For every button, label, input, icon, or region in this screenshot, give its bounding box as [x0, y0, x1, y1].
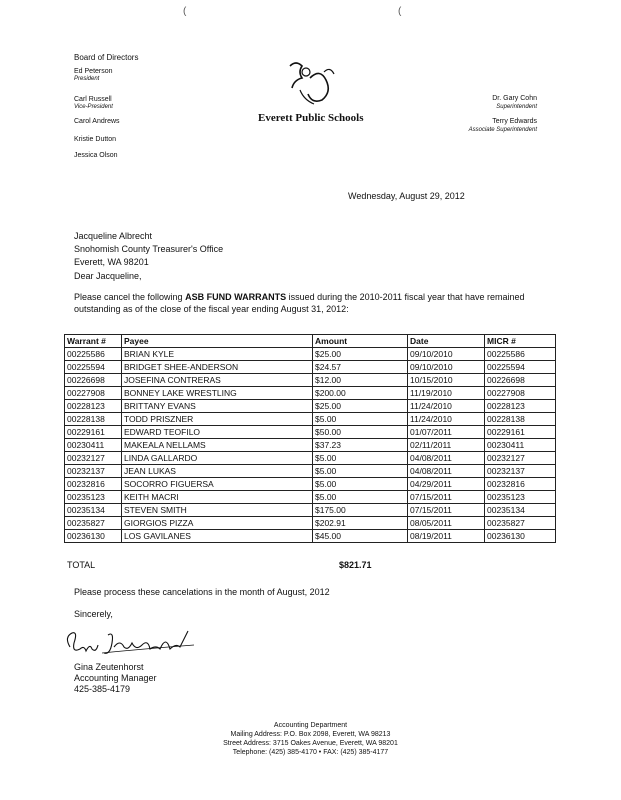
board-member: Ed Peterson President: [74, 68, 113, 82]
payee-cell: BRIDGET SHEE-ANDERSON: [122, 361, 313, 374]
date-cell: 09/10/2010: [408, 348, 485, 361]
payee-cell: KEITH MACRI: [122, 491, 313, 504]
table-row: [65, 530, 556, 543]
board-member: Carl Russell Vice-President: [74, 96, 113, 110]
school-logo-icon: [280, 58, 360, 118]
signer-name: Gina Zeutenhorst: [74, 662, 144, 672]
amount-cell: $5.00: [313, 413, 408, 426]
warrant-cell: 00227908: [65, 387, 122, 400]
total-value: $821.71: [339, 560, 372, 570]
warrant-cell: 00235123: [65, 491, 122, 504]
micr-cell: 00226698: [485, 374, 556, 387]
warrant-cell: 00232127: [65, 452, 122, 465]
board-member: Jessica Olson: [74, 152, 118, 159]
process-note: Please process these cancelations in the month of August, 2012: [74, 587, 330, 597]
amount-cell: $50.00: [313, 426, 408, 439]
warrant-cell: 00225586: [65, 348, 122, 361]
amount-cell: $5.00: [313, 478, 408, 491]
signer-title: Accounting Manager: [74, 673, 157, 683]
micr-cell: 00235134: [485, 504, 556, 517]
amount-cell: $5.00: [313, 452, 408, 465]
amount-cell: $202.91: [313, 517, 408, 530]
micr-cell: 00235123: [485, 491, 556, 504]
handwritten-signature: [62, 625, 202, 665]
closing: Sincerely,: [74, 609, 113, 619]
footer-mailing: Mailing Address: P.O. Box 2098, Everett, WA 98213: [230, 731, 391, 738]
warrant-cell: 00232816: [65, 478, 122, 491]
table-header-row: [65, 335, 556, 348]
table-row: [65, 439, 556, 452]
micr-cell: 00232137: [485, 465, 556, 478]
table-row: [65, 374, 556, 387]
amount-cell: $24.57: [313, 361, 408, 374]
table-row: [65, 452, 556, 465]
date-cell: 02/11/2011: [408, 439, 485, 452]
date-cell: 08/05/2011: [408, 517, 485, 530]
letter-date: Wednesday, August 29, 2012: [348, 191, 465, 201]
table-row: [65, 491, 556, 504]
amount-cell: $37.23: [313, 439, 408, 452]
payee-cell: MAKEALA NELLAMS: [122, 439, 313, 452]
warrant-cell: 00229161: [65, 426, 122, 439]
board-member: Carol Andrews: [74, 118, 120, 125]
associate-superintendent: Terry Edwards Associate Superintendent: [468, 118, 537, 133]
amount-cell: $5.00: [313, 491, 408, 504]
date-cell: 09/10/2010: [408, 361, 485, 374]
payee-cell: STEVEN SMITH: [122, 504, 313, 517]
recipient-city: Everett, WA 98201: [74, 257, 149, 267]
date-cell: 04/08/2011: [408, 452, 485, 465]
micr-cell: 00225586: [485, 348, 556, 361]
warrant-cell: 00236130: [65, 530, 122, 543]
payee-cell: LOS GAVILANES: [122, 530, 313, 543]
payee-cell: BRIAN KYLE: [122, 348, 313, 361]
micr-cell: 00225594: [485, 361, 556, 374]
table-row: [65, 478, 556, 491]
amount-cell: $12.00: [313, 374, 408, 387]
micr-cell: 00230411: [485, 439, 556, 452]
school-name: Everett Public Schools: [258, 112, 364, 124]
amount-cell: $45.00: [313, 530, 408, 543]
amount-cell: $25.00: [313, 400, 408, 413]
micr-cell: 00232127: [485, 452, 556, 465]
warrant-cell: 00225594: [65, 361, 122, 374]
warrant-cell: 00232137: [65, 465, 122, 478]
scan-mark-left: (: [183, 6, 187, 17]
warrant-cell: 00226698: [65, 374, 122, 387]
amount-cell: $175.00: [313, 504, 408, 517]
footer-street: Street Address: 3715 Oakes Avenue, Everett, WA 98201: [223, 740, 398, 747]
amount-cell: $25.00: [313, 348, 408, 361]
superintendent: Dr. Gary Cohn Superintendent: [492, 95, 537, 110]
date-cell: 07/15/2011: [408, 504, 485, 517]
amount-cell: $200.00: [313, 387, 408, 400]
scan-mark-right: (: [398, 6, 402, 17]
warrant-cell: 00228123: [65, 400, 122, 413]
signer-phone: 425-385-4179: [74, 684, 131, 694]
micr-cell: 00232816: [485, 478, 556, 491]
micr-cell: 00228123: [485, 400, 556, 413]
date-cell: 11/19/2010: [408, 387, 485, 400]
warrant-cell: 00235134: [65, 504, 122, 517]
table-row: [65, 426, 556, 439]
board-member: Kristie Dutton: [74, 136, 117, 143]
intro-paragraph: Please cancel the following ASB FUND WARRANTS issued during the 2010-2011 fiscal year that have remained outstanding as of the close of the fiscal year ending August 31, 2012:: [74, 292, 525, 314]
col-payee: Payee: [122, 335, 313, 348]
footer: [0, 721, 621, 757]
fund-name: ASB FUND WARRANTS: [185, 292, 287, 302]
table-row: [65, 517, 556, 530]
recipient-office: Snohomish County Treasurer's Office: [74, 244, 224, 254]
micr-cell: 00228138: [485, 413, 556, 426]
col-micr: MICR #: [485, 335, 556, 348]
date-cell: 10/15/2010: [408, 374, 485, 387]
payee-cell: TODD PRISZNER: [122, 413, 313, 426]
col-date: Date: [408, 335, 485, 348]
payee-cell: JEAN LUKAS: [122, 465, 313, 478]
date-cell: 04/08/2011: [408, 465, 485, 478]
table-row: [65, 400, 556, 413]
board-title: Board of Directors: [74, 53, 139, 62]
payee-cell: EDWARD TEOFILO: [122, 426, 313, 439]
payee-cell: JOSEFINA CONTRERAS: [122, 374, 313, 387]
date-cell: 04/29/2011: [408, 478, 485, 491]
table-row: [65, 387, 556, 400]
payee-cell: BONNEY LAKE WRESTLING: [122, 387, 313, 400]
table-row: [65, 413, 556, 426]
footer-phone: Telephone: (425) 385-4170 • FAX: (425) 385-4177: [232, 749, 389, 756]
table-row: [65, 361, 556, 374]
micr-cell: 00229161: [485, 426, 556, 439]
date-cell: 07/15/2011: [408, 491, 485, 504]
warrants-table: [64, 334, 556, 543]
date-cell: 11/24/2010: [408, 400, 485, 413]
warrant-cell: 00235827: [65, 517, 122, 530]
table-row: [65, 348, 556, 361]
date-cell: 08/19/2011: [408, 530, 485, 543]
warrant-cell: 00228138: [65, 413, 122, 426]
date-cell: 01/07/2011: [408, 426, 485, 439]
col-amount: Amount: [313, 335, 408, 348]
greeting: Dear Jacqueline,: [74, 271, 142, 281]
table-row: [65, 465, 556, 478]
payee-cell: SOCORRO FIGUERSA: [122, 478, 313, 491]
recipient-name: Jacqueline Albrecht: [74, 231, 153, 241]
footer-dept: Accounting Department: [273, 722, 348, 729]
date-cell: 11/24/2010: [408, 413, 485, 426]
signer-block: [74, 662, 157, 695]
table-row: [65, 504, 556, 517]
amount-cell: $5.00: [313, 465, 408, 478]
payee-cell: GIORGIOS PIZZA: [122, 517, 313, 530]
col-warrant: Warrant #: [65, 335, 122, 348]
payee-cell: BRITTANY EVANS: [122, 400, 313, 413]
micr-cell: 00227908: [485, 387, 556, 400]
warrant-cell: 00230411: [65, 439, 122, 452]
payee-cell: LINDA GALLARDO: [122, 452, 313, 465]
micr-cell: 00235827: [485, 517, 556, 530]
micr-cell: 00236130: [485, 530, 556, 543]
total-label: TOTAL: [67, 560, 96, 570]
